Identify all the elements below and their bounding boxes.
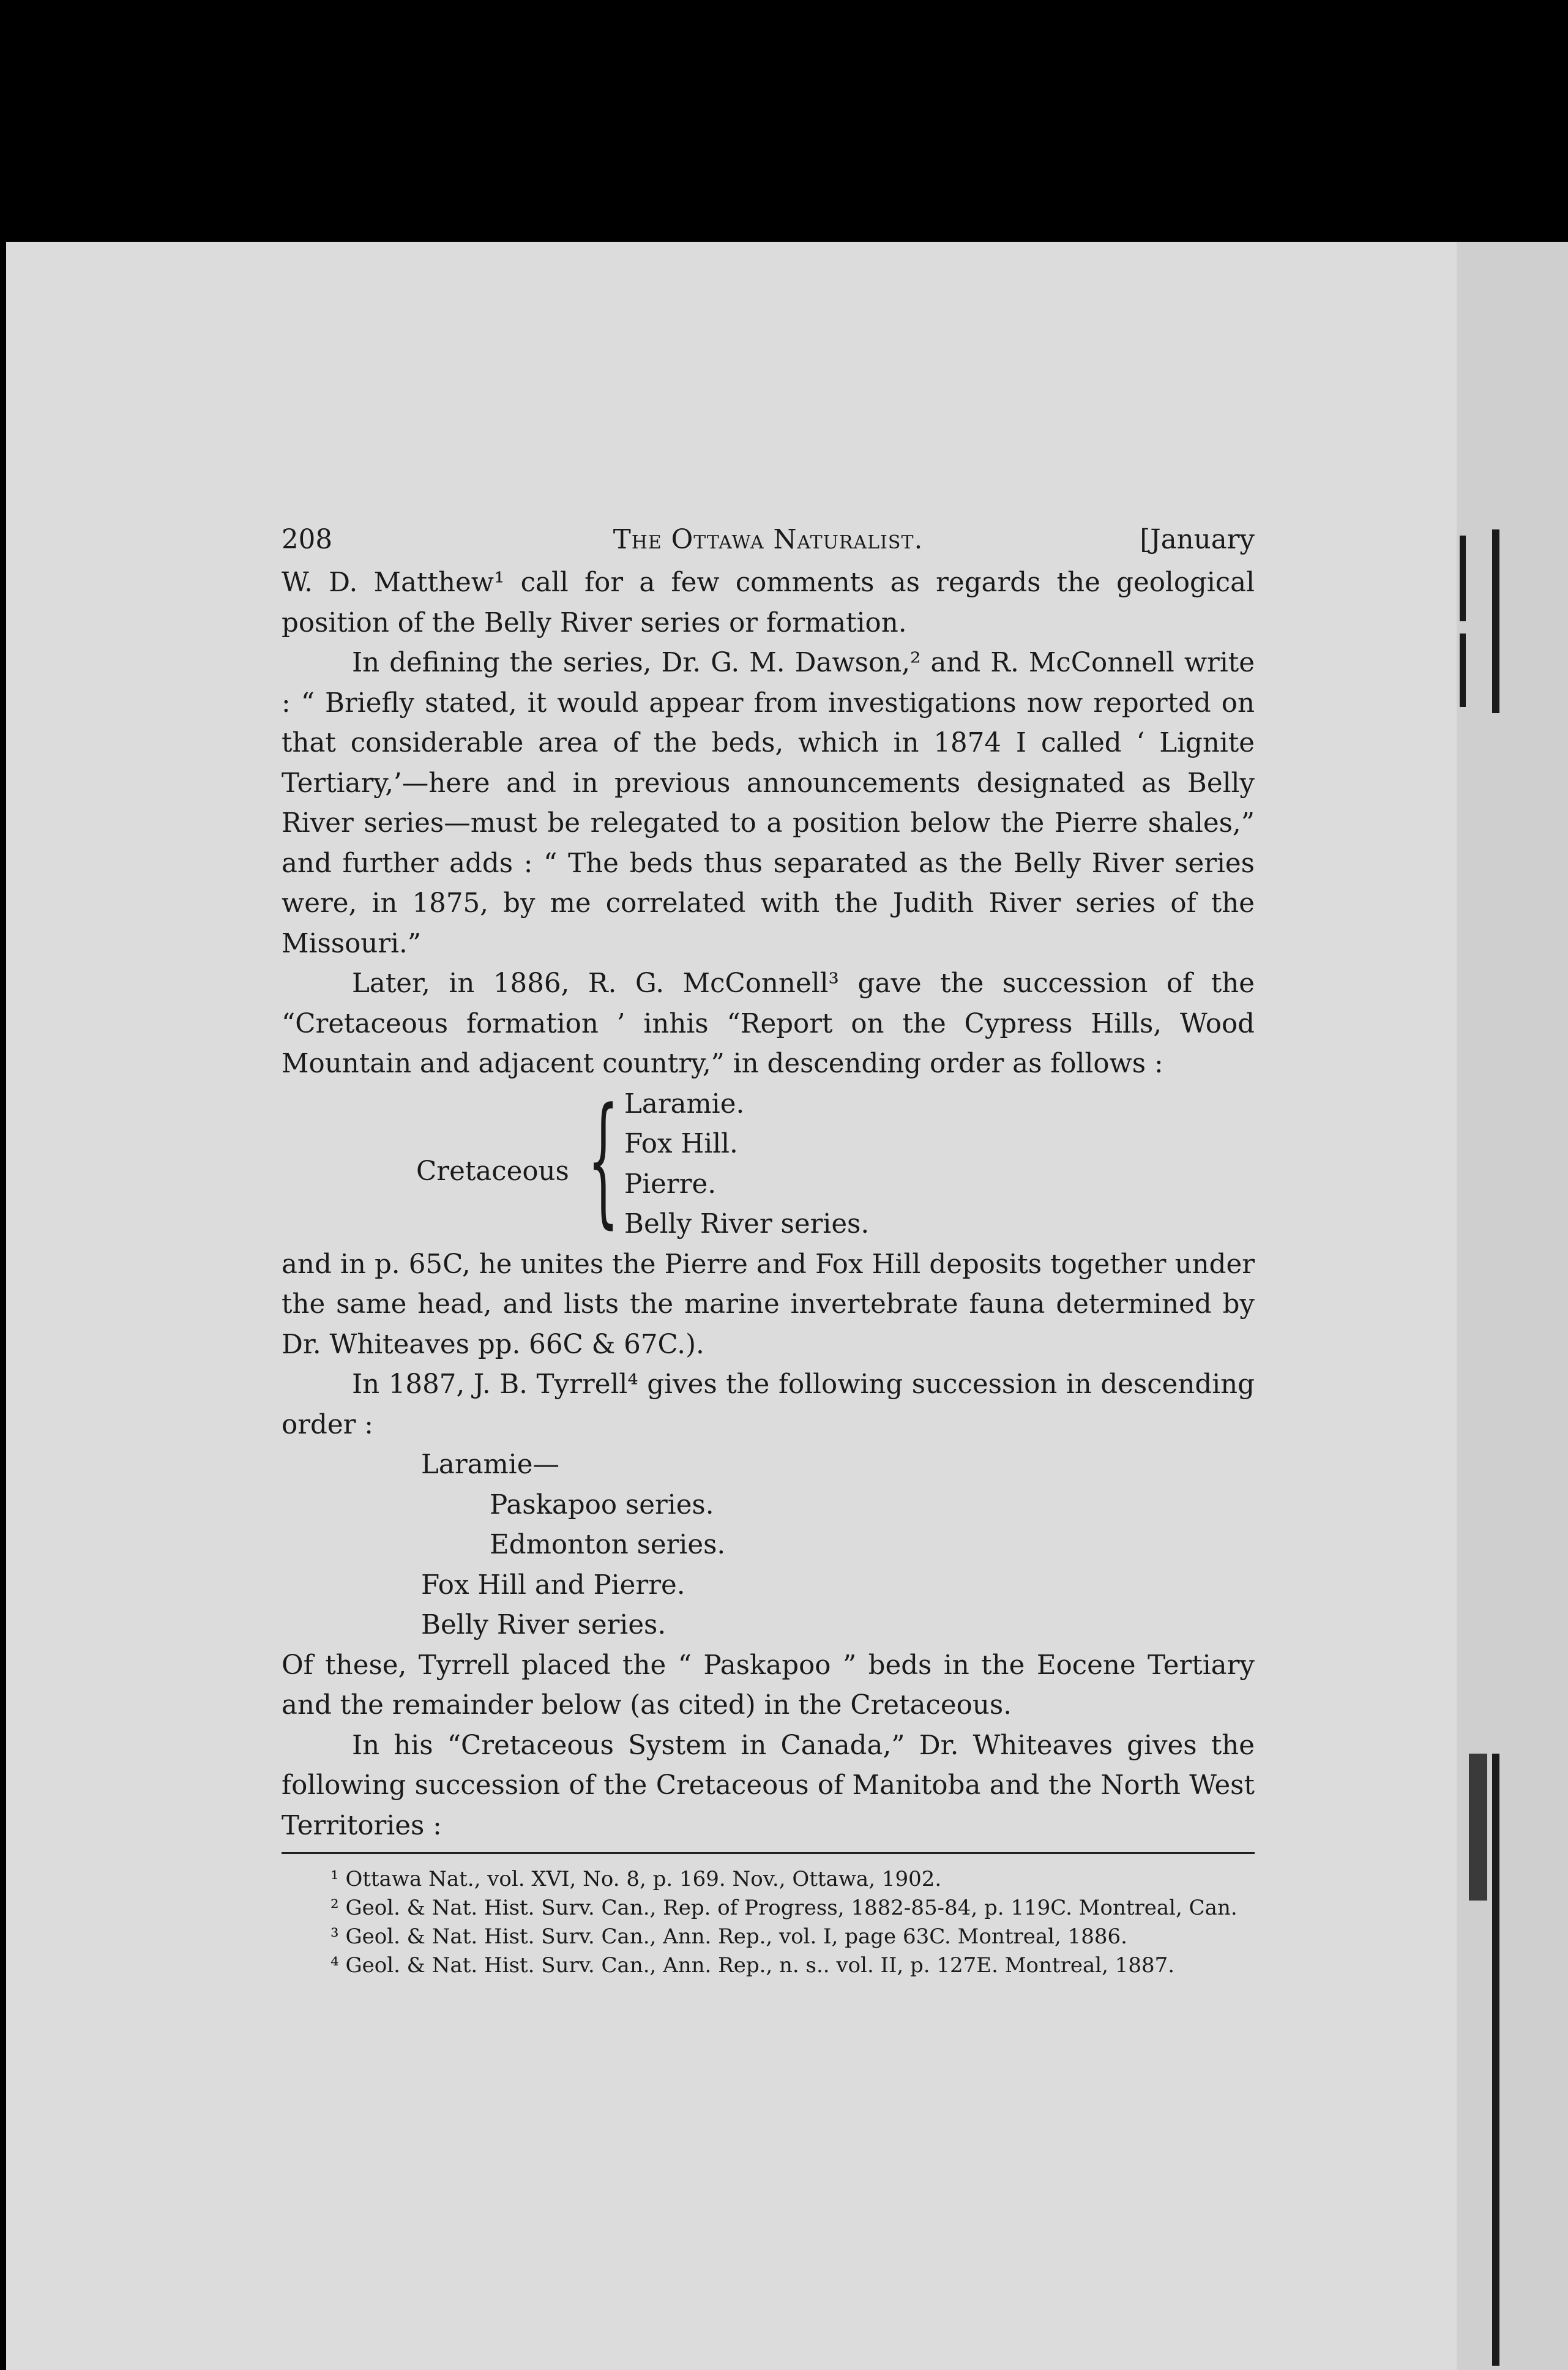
succession-item: Fox Hill and Pierre. (421, 1569, 685, 1601)
paragraph-6: Of these, Tyrrell placed the “ Paskapoo ” beds in the Eocene Tertiary and the remainder below (as cited) in the Cretaceous. (282, 1650, 1255, 1721)
running-header (282, 520, 1255, 563)
succession-item: Laramie— (421, 1449, 559, 1480)
journal-title: The Ottawa Naturalist. (613, 525, 924, 555)
issue-month: [January (1140, 525, 1255, 555)
adjacent-page-edge (1457, 242, 1568, 2370)
paragraph-4: and in p. 65C, he unites the Pierre and Fox Hill deposits together under the same head, and lists the marine invertebrate fauna determined by Dr. Whiteaves pp. 66C & 67C.). (282, 1249, 1255, 1360)
paragraph-2: In defining the series, Dr. G. M. Dawson,² and R. McConnell write : “ Briefly stated, it would appear from investigations now reported on that considerable area of the beds, which in 1874 I called ‘ Lignite Tertiary,’—here and in previous announcements designated as Belly River series—must be relegated to a position below the Pierre shales,” and further adds : “ The beds thus separated as the Belly River series were, in 1875, by me correlated with the Judith River series of the Missouri.” (282, 648, 1255, 959)
cretaceous-succession (282, 1078, 1255, 1245)
page-number: 208 (282, 525, 333, 555)
tyrrell-succession (282, 1445, 1255, 1646)
succession-item: Pierre. (624, 1168, 717, 1200)
footnote-4: ⁴ Geol. & Nat. Hist. Surv. Can., Ann. Rep., n. s.. vol. II, p. 127E. Montreal, 1887. (330, 1953, 1175, 1978)
paragraph-7: In his “Cretaceous System in Canada,” Dr. Whiteaves gives the following succession of the Cretaceous of Manitoba and the North West Territories : (282, 1730, 1255, 1841)
succession-item: Fox Hill. (624, 1129, 738, 1159)
footnote-3: ³ Geol. & Nat. Hist. Surv. Can., Ann. Rep., vol. I, page 63C. Montreal, 1886. (330, 1924, 1127, 1949)
page-content (282, 520, 1255, 1980)
footnote-rule (282, 1852, 1255, 1854)
footnote-1: ¹ Ottawa Nat., vol. XVI, No. 8, p. 169. Nov., Ottawa, 1902. (330, 1867, 942, 1891)
paragraph-1: W. D. Matthew¹ call for a few comments as regards the geological position of the Belly River series or formation. (282, 567, 1255, 638)
succession-item: Belly River series. (624, 1209, 870, 1239)
paragraph-3: Later, in 1886, R. G. McConnell³ gave the succession of the “Cretaceous formation ’ inhis “Report on the Cypress Hills, Wood Mountain and adjacent country,” in descending order as follows : (282, 968, 1255, 1079)
footnote-2: ² Geol. & Nat. Hist. Surv. Can., Rep. of Progress, 1882-85-84, p. 119C. Montreal, Can. (330, 1896, 1238, 1920)
succession-item: Paskapoo series. (490, 1489, 714, 1520)
cretaceous-label: Cretaceous (416, 1156, 569, 1187)
succession-item: Laramie. (624, 1088, 745, 1120)
brace-symbol: { (588, 1078, 619, 1242)
succession-item: Edmonton series. (490, 1530, 726, 1560)
paragraph-5: In 1887, J. B. Tyrrell⁴ gives the following succession in descending order : (282, 1369, 1255, 1440)
succession-item: Belly River series. (421, 1610, 666, 1640)
